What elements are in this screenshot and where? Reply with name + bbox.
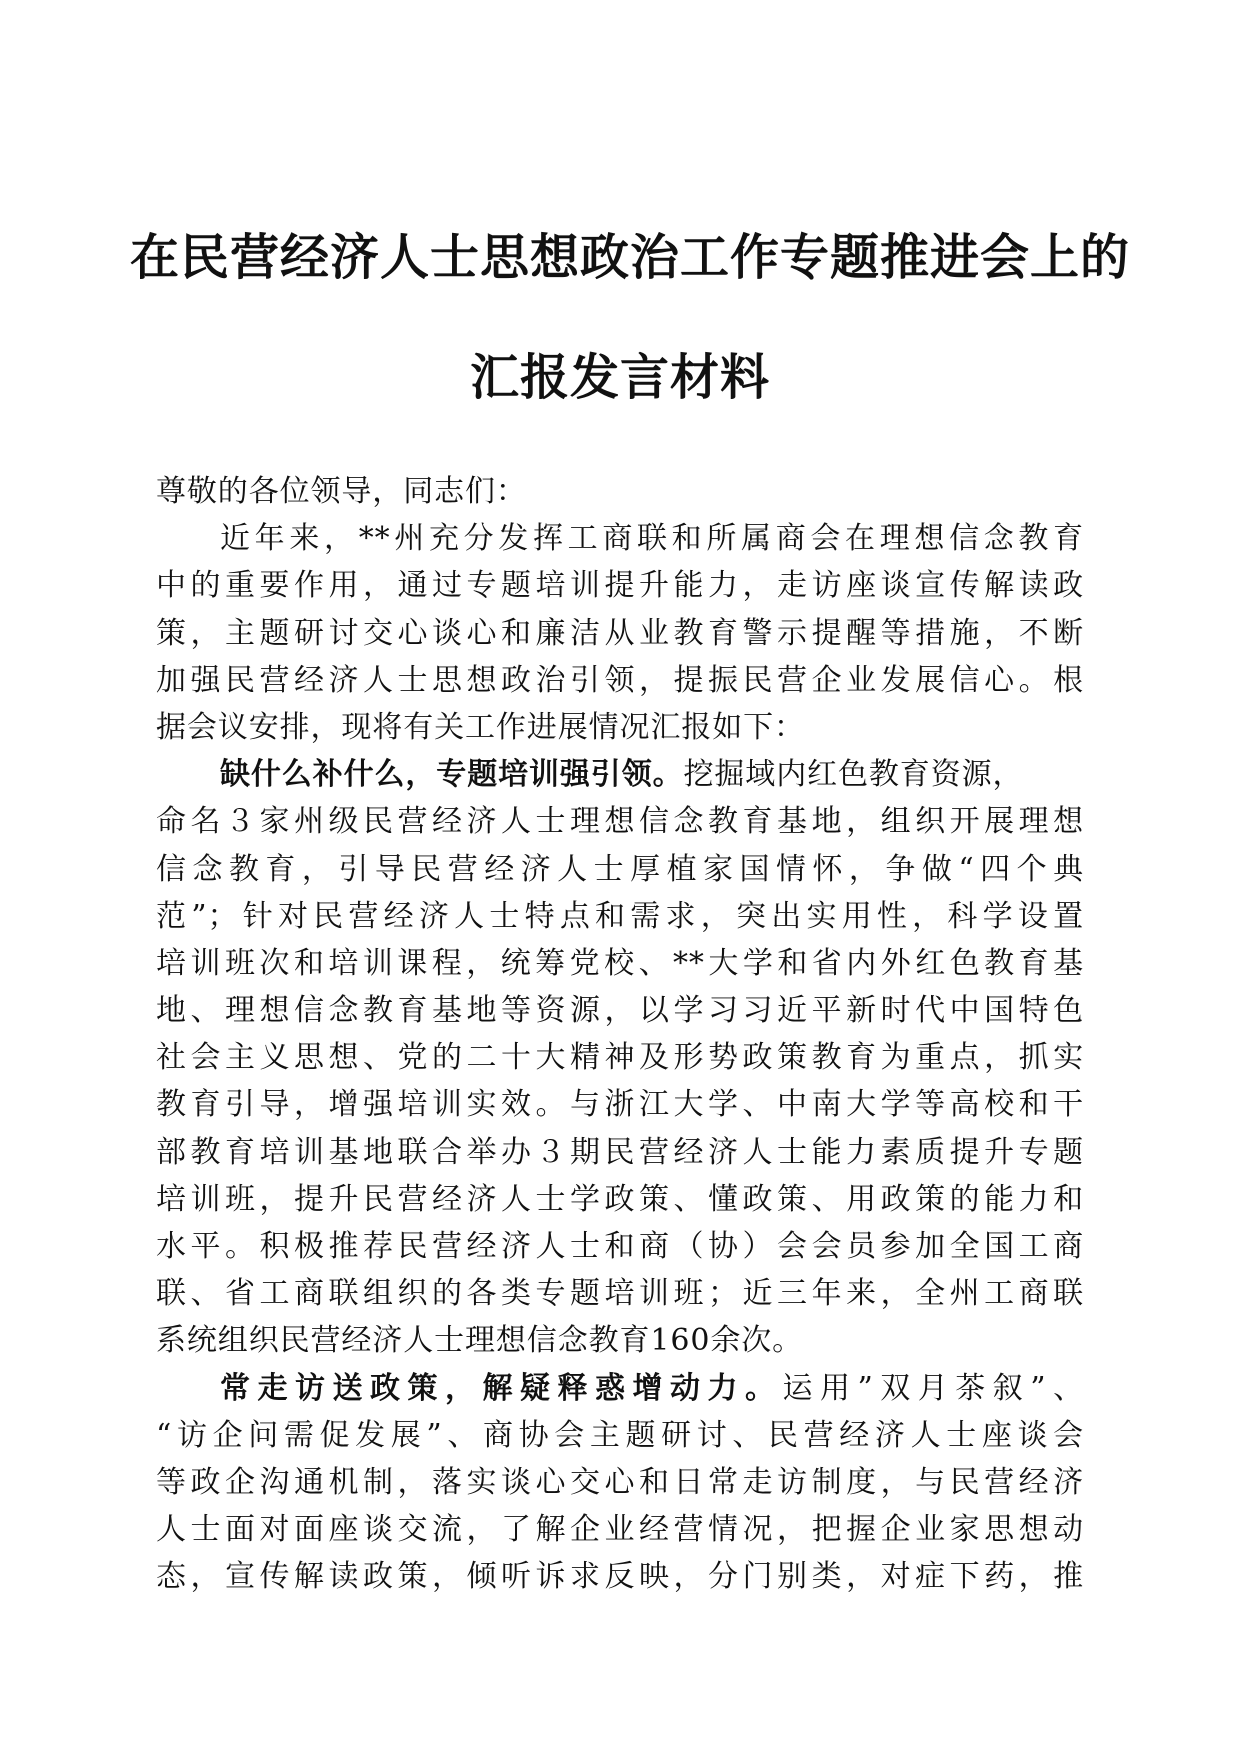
paragraph-2-line: 社会主义思想、党的二十大精神及形势政策教育为重点，抓实 — [156, 1040, 1084, 1076]
paragraph-3-heading: 常走访送政策，解疑释惑增动力。 — [220, 1370, 783, 1406]
paragraph-1-line: 中的重要作用，通过专题培训提升能力，走访座谈宣传解读政 — [156, 568, 1084, 604]
paragraph-2-line: 联、省工商联组织的各类专题培训班；近三年来，全州工商联 — [156, 1276, 1084, 1312]
paragraph-3-line: 人士面对面座谈交流，了解企业经营情况，把握企业家思想动 — [156, 1512, 1084, 1548]
paragraph-3-first-line-text: 运用”双月茶叙”、 — [782, 1370, 1084, 1406]
paragraph-2-line: 信念教育，引导民营经济人士厚植家国情怀，争做“四个典 — [156, 851, 1084, 887]
paragraph-3-first-line — [156, 1365, 1084, 1412]
paragraph-2-line: 教育引导，增强培训实效。与浙江大学、中南大学等高校和干 — [156, 1087, 1084, 1123]
paragraph-2-line: 水平。积极推荐民营经济人士和商（协）会会员参加全国工商 — [156, 1229, 1084, 1264]
paragraph-3-line: 态，宣传解读政策，倾听诉求反映，分门别类，对症下药，推 — [156, 1559, 1084, 1595]
paragraph-2-line: 培训班次和培训课程，统筹党校、**大学和省内外红色教育基 — [156, 945, 1084, 981]
salutation: 尊敬的各位领导，同志们： — [156, 474, 527, 509]
paragraph-2-line: 部教育培训基地联合举办３期民营经济人士能力素质提升专题 — [156, 1134, 1084, 1170]
paragraph-2-line: 培训班，提升民营经济人士学政策、懂政策、用政策的能力和 — [156, 1181, 1084, 1217]
paragraph-2-line: 命名３家州级民营经济人士理想信念教育基地，组织开展理想 — [156, 804, 1084, 840]
paragraph-1-line: 近年来，**州充分发挥工商联和所属商会在理想信念教育 — [220, 521, 1084, 557]
document-body — [156, 468, 1084, 1601]
paragraph-2-line: 系统组织民营经济人士理想信念教育160余次。 — [156, 1323, 804, 1359]
paragraph-1-line: 据会议安排，现将有关工作进展情况汇报如下： — [156, 709, 805, 745]
paragraph-1-line: 策，主题研讨交心谈心和廉洁从业教育警示提醒等措施，不断 — [156, 615, 1084, 651]
paragraph-2-first-line-text: 挖掘域内红色教育资源， — [683, 757, 1024, 793]
paragraph-2-line: 范”；针对民营经济人士特点和需求，突出实用性，科学设置 — [156, 898, 1084, 934]
document-title-line-2: 汇报发言材料 — [469, 348, 770, 406]
paragraph-3-line: 等政企沟通机制，落实谈心交心和日常走访制度，与民营经济 — [156, 1464, 1084, 1500]
paragraph-1-line: 加强民营经济人士思想政治引领，提振民营企业发展信心。根 — [156, 662, 1084, 698]
paragraph-3-line: “访企问需促发展”、商协会主题研讨、民营经济人士座谈会 — [156, 1417, 1084, 1453]
paragraph-2-first-line — [156, 751, 1084, 798]
paragraph-2-line: 地、理想信念教育基地等资源，以学习习近平新时代中国特色 — [156, 993, 1084, 1029]
paragraph-2-heading: 缺什么补什么，专题培训强引领。 — [220, 757, 684, 793]
document-title-line-1: 在民营经济人士思想政治工作专题推进会上的 — [130, 228, 1131, 286]
